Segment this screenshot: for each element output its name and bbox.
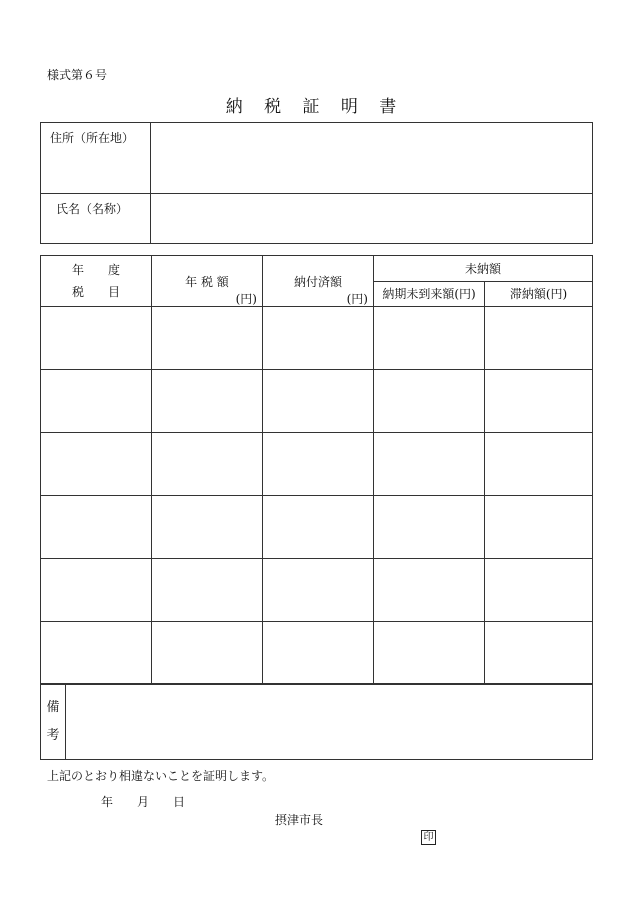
- document-title: 納 税 証 明 書: [225, 97, 405, 117]
- table-cell[interactable]: [263, 307, 374, 370]
- table-row: [41, 622, 593, 685]
- remarks-label: [41, 684, 66, 760]
- table-cell[interactable]: [485, 496, 593, 559]
- remarks-table: [40, 683, 593, 760]
- remarks-label-2: 考: [46, 727, 60, 743]
- seal-mark: 印: [421, 830, 436, 845]
- table-cell[interactable]: [41, 496, 152, 559]
- table-cell[interactable]: [374, 559, 485, 622]
- table-cell[interactable]: [485, 370, 593, 433]
- address-field[interactable]: [151, 123, 593, 194]
- tax-amount-header: [152, 256, 263, 307]
- table-row: [41, 433, 593, 496]
- year-item-header: [41, 256, 152, 307]
- table-cell[interactable]: [485, 307, 593, 370]
- table-cell[interactable]: [374, 370, 485, 433]
- address-label: 住所（所在地）: [41, 123, 151, 194]
- paid-label: 納付済額: [293, 275, 342, 289]
- table-row: [41, 496, 593, 559]
- tax-amount-label: 年 税 額: [185, 275, 229, 289]
- table-cell[interactable]: [41, 370, 152, 433]
- table-cell[interactable]: [485, 622, 593, 685]
- table-cell[interactable]: [263, 433, 374, 496]
- table-cell[interactable]: [374, 307, 485, 370]
- table-cell[interactable]: [41, 307, 152, 370]
- table-cell[interactable]: [374, 496, 485, 559]
- table-cell[interactable]: [41, 559, 152, 622]
- table-cell[interactable]: [152, 433, 263, 496]
- table-row: [41, 307, 593, 370]
- table-cell[interactable]: [152, 370, 263, 433]
- table-row: [41, 559, 593, 622]
- table-cell[interactable]: [152, 496, 263, 559]
- name-label: 氏名（名称）: [41, 194, 151, 244]
- table-cell[interactable]: [41, 622, 152, 685]
- tax-amount-unit: (円): [235, 292, 257, 306]
- not-due-header: 納期未到来額(円): [374, 281, 485, 307]
- date-line: 年 月 日: [101, 795, 186, 809]
- form-number: 様式第６号: [47, 68, 108, 82]
- table-cell[interactable]: [152, 307, 263, 370]
- taxpayer-info-table: [40, 122, 593, 244]
- certification-text: 上記のとおり相違ないことを証明します。: [47, 769, 275, 783]
- remarks-field[interactable]: [66, 684, 593, 760]
- table-cell[interactable]: [263, 622, 374, 685]
- table-cell[interactable]: [374, 433, 485, 496]
- remarks-label-1: 備: [46, 699, 60, 715]
- item-label: 税 目: [71, 285, 120, 299]
- paid-unit: (円): [346, 292, 368, 306]
- unpaid-header: 未納額: [374, 256, 593, 282]
- table-cell[interactable]: [152, 622, 263, 685]
- table-cell[interactable]: [41, 433, 152, 496]
- table-row: [41, 370, 593, 433]
- year-label: 年 度: [71, 263, 120, 277]
- paid-header: [263, 256, 374, 307]
- name-field[interactable]: [151, 194, 593, 244]
- table-cell[interactable]: [152, 559, 263, 622]
- tax-table: [40, 255, 593, 685]
- table-cell[interactable]: [374, 622, 485, 685]
- table-cell[interactable]: [263, 559, 374, 622]
- table-cell[interactable]: [263, 496, 374, 559]
- table-cell[interactable]: [263, 370, 374, 433]
- table-cell[interactable]: [485, 433, 593, 496]
- delinquent-header: 滞納額(円): [485, 281, 593, 307]
- issuer-name: 摂津市長: [275, 813, 324, 827]
- table-cell[interactable]: [485, 559, 593, 622]
